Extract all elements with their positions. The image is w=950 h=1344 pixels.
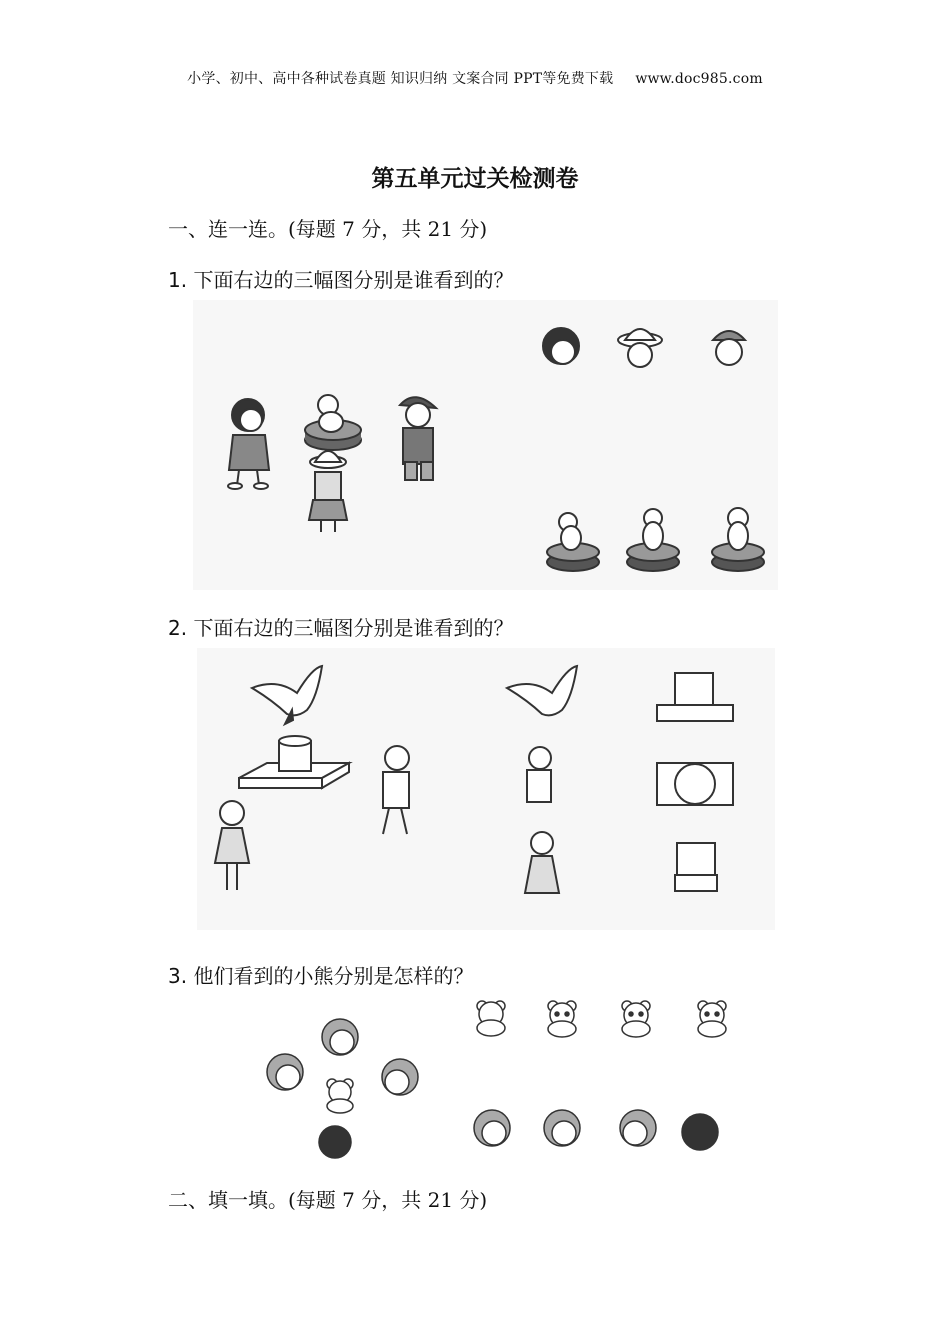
question-1 bbox=[168, 264, 513, 293]
child-option-3 bbox=[620, 1110, 656, 1146]
boy-figure bbox=[383, 746, 409, 834]
boy-figure bbox=[400, 397, 436, 480]
cap-head-view bbox=[713, 331, 745, 365]
cat-view-side bbox=[547, 513, 599, 571]
header-text: 小学、初中、高中各种试卷真题 知识归纳 文案合同 PPT等免费下载 bbox=[187, 71, 614, 87]
question-2-figure bbox=[197, 648, 775, 930]
bear-side-view-2 bbox=[698, 1001, 726, 1037]
page-header bbox=[0, 68, 950, 88]
bird-view-figure bbox=[507, 666, 577, 715]
child-top-figure bbox=[322, 1019, 358, 1055]
bear-front-view bbox=[622, 1001, 650, 1037]
bird-figure bbox=[252, 666, 322, 724]
bear-back-view bbox=[477, 1001, 505, 1036]
question-2-number: 2. bbox=[168, 616, 188, 640]
child-right-figure bbox=[382, 1059, 418, 1095]
bear-side-view-1 bbox=[548, 1001, 576, 1037]
cat-on-pedestal bbox=[305, 395, 361, 450]
question-3-number: 3. bbox=[168, 964, 188, 988]
view-front bbox=[657, 673, 733, 721]
header-site: www.doc985.com bbox=[635, 71, 763, 87]
page-title: 第五单元过关检测卷 bbox=[371, 166, 579, 192]
question-3-text: 他们看到的小熊分别是怎样的？ bbox=[193, 964, 474, 988]
cylinder-on-slab bbox=[239, 736, 349, 788]
girl-view-figure bbox=[525, 832, 559, 893]
child-option-4 bbox=[682, 1114, 718, 1150]
child-option-2 bbox=[544, 1110, 580, 1146]
question-2 bbox=[168, 612, 513, 641]
child-option-1 bbox=[474, 1110, 510, 1146]
section-1-heading: 一、连一连。(每题 7 分，共 21 分) bbox=[168, 217, 488, 241]
child-left-figure bbox=[267, 1054, 303, 1090]
question-3 bbox=[168, 960, 473, 989]
girl-head-view bbox=[543, 328, 579, 364]
girl-figure bbox=[215, 801, 249, 890]
question-3-figure bbox=[260, 992, 730, 1162]
girl-figure bbox=[228, 399, 269, 489]
view-top bbox=[657, 763, 733, 805]
boy-view-figure bbox=[527, 747, 551, 802]
child-bottom-figure bbox=[319, 1126, 351, 1158]
view-side bbox=[675, 843, 717, 891]
bear-center bbox=[327, 1079, 353, 1113]
hat-girl-figure bbox=[309, 451, 347, 532]
cat-view-front bbox=[712, 508, 764, 571]
question-1-number: 1. bbox=[168, 268, 188, 292]
hat-head-view bbox=[618, 329, 662, 367]
question-1-text: 下面右边的三幅图分别是谁看到的？ bbox=[193, 268, 514, 292]
section-2-heading: 二、填一填。(每题 7 分，共 21 分) bbox=[168, 1188, 488, 1212]
cat-view-back bbox=[627, 509, 679, 571]
question-2-text: 下面右边的三幅图分别是谁看到的？ bbox=[193, 616, 514, 640]
question-1-figure bbox=[193, 300, 778, 590]
